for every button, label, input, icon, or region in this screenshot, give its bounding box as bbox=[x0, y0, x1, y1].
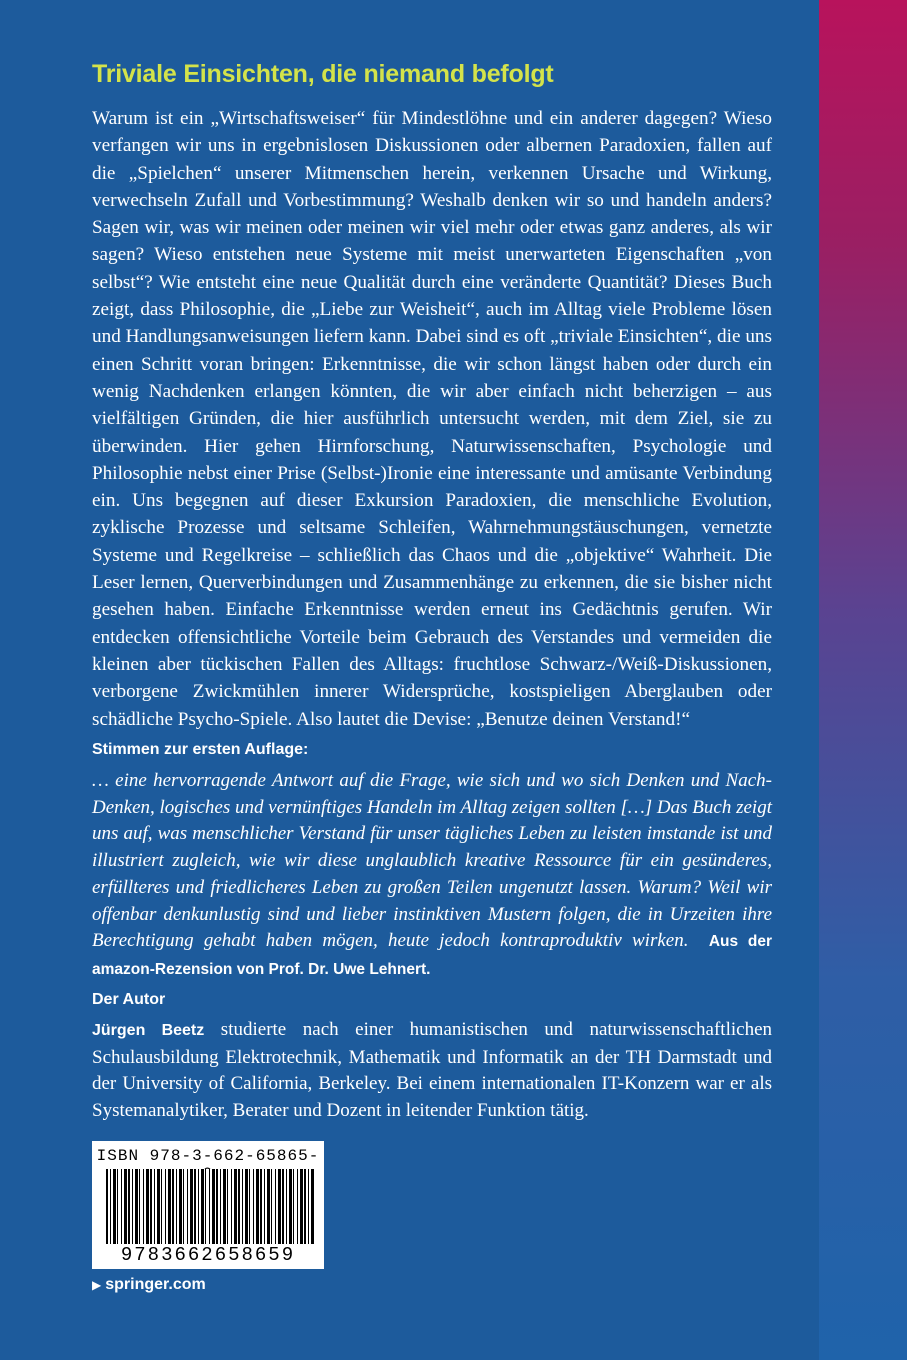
author-bio bbox=[92, 1017, 772, 1125]
review-quote bbox=[92, 768, 772, 984]
isbn-label: ISBN 978-3-662-65865- bbox=[96, 1147, 320, 1165]
barcode-digits: 9783662658659 bbox=[120, 1244, 296, 1266]
isbn-barcode bbox=[92, 1141, 324, 1269]
reviews-heading: Stimmen zur ersten Auflage: bbox=[92, 741, 309, 758]
author-bio-text: studierte nach einer humanistischen und naturwissenschaftlichen Schulausbildung Elektrotechnik, Mathematik und Informatik an der TH Darmstadt und der University of California, Berkeley. Bei einem internationalen IT-Konzern war er als Systemanalytiker, Berater und Dozent in leitender Funktion tätig. bbox=[92, 1019, 773, 1122]
color-gradient-strip bbox=[819, 0, 907, 1360]
blurb-paragraph: Warum ist ein „Wirtschaftsweiser“ für Mindestlöhne und ein anderer dagegen? Wieso verfangen wir uns in ergebnislosen Diskussionen oder albernen Paradoxien, fallen auf die „Spielchen“ unserer Mitmenschen herein, verkennen Ursache und Wirkung, verwechseln Zufall und Vorbestimmung? Weshalb denken wir so und handeln anders? Sagen wir, was wir meinen oder meinen wir viel mehr oder etwas ganz anderes, als wir sagen? Wieso entstehen neue Systeme mit meist unerwarteten Eigenschaften „von selbst“? Wie entsteht eine neue Qualität durch eine veränderte Quantität? Dieses Buch zeigt, dass Philosophie, die „Liebe zur Weisheit“, auch im Alltag viele Probleme lösen und Handlungsanweisungen liefern kann. Dabei sind es oft „triviale Einsichten“, die uns einen Schritt voran bringen: Erkenntnisse, die wir schon längst haben oder durch ein wenig Nachdenken erlangen könnten, die wir aber einfach nicht beherzigen – aus vielfältigen Gründen, die hier ausführlich untersucht werden, mit dem Ziel, sie zu überwinden. Hier gehen Hirnforschung, Naturwissenschaften, Psychologie und Philosophie nebst einer Prise (Selbst-)Ironie eine interessante und amüsante Verbindung ein. Uns begegnen auf dieser Exkursion Paradoxien, die menschliche Evolution, zyklische Prozesse und seltsame Schleifen, Wahrnehmungstäuschungen, vernetzte Systeme und Regelkreise – schließlich das Chaos und die „objektive“ Wahrheit. Die Leser lernen, Querverbindungen und Zusammenhänge zu erkennen, die sie bisher nicht gesehen haben. Einfache Erkenntnisse werden erneut ins Gedächtnis gerufen. Wir entdecken offensichtliche Vorteile beim Gebrauch des Verstandes und vermeiden die kleinen aber tückischen Fallen des Alltags: fruchtlose Schwarz-/Weiß-Diskussionen, verborgene Zwickmühlen innerer Widersprüche, kostspieligen Aberglauben oder schädliche Psycho-Spiele. Also lautet die Devise: „Benutze deinen Verstand!“ bbox=[92, 108, 772, 730]
barcode-bars bbox=[106, 1169, 314, 1244]
triangle-right-icon: ▶ bbox=[92, 1278, 102, 1292]
author-heading: Der Autor bbox=[92, 991, 166, 1008]
book-tagline-title: Triviale Einsichten, die niemand befolgt bbox=[92, 60, 554, 88]
publisher-url[interactable]: springer.com bbox=[105, 1276, 206, 1293]
author-name: Jürgen Beetz bbox=[92, 1022, 205, 1039]
publisher-link[interactable] bbox=[92, 1276, 206, 1294]
review-quote-text: … eine hervorragende Antwort auf die Frage, wie sich und wo sich Denken und Nach-Denken, logisches und vernünftiges Handeln im Alltag zeigen sollten […] Das Buch zeigt uns auf, was menschlicher Verstand für unser tägliches Leben zu leisten imstande ist und illustriert zugleich, wie wir diese unglaublich kreative Ressource für ein gesünderes, erfüllteres und friedlicheres Leben zu großen Teilen ungenutzt lassen. Warum? Weil wir offenbar denkunlustig sind und lieber instinktiven Mustern folgen, die in Urzeiten ihre Berechtigung gehabt haben mögen, heute jedoch kontraproduktiv wirken. bbox=[92, 770, 772, 952]
review-source: Aus der amazon-Rezension von Prof. Dr. Uwe Lehnert. bbox=[92, 933, 773, 978]
